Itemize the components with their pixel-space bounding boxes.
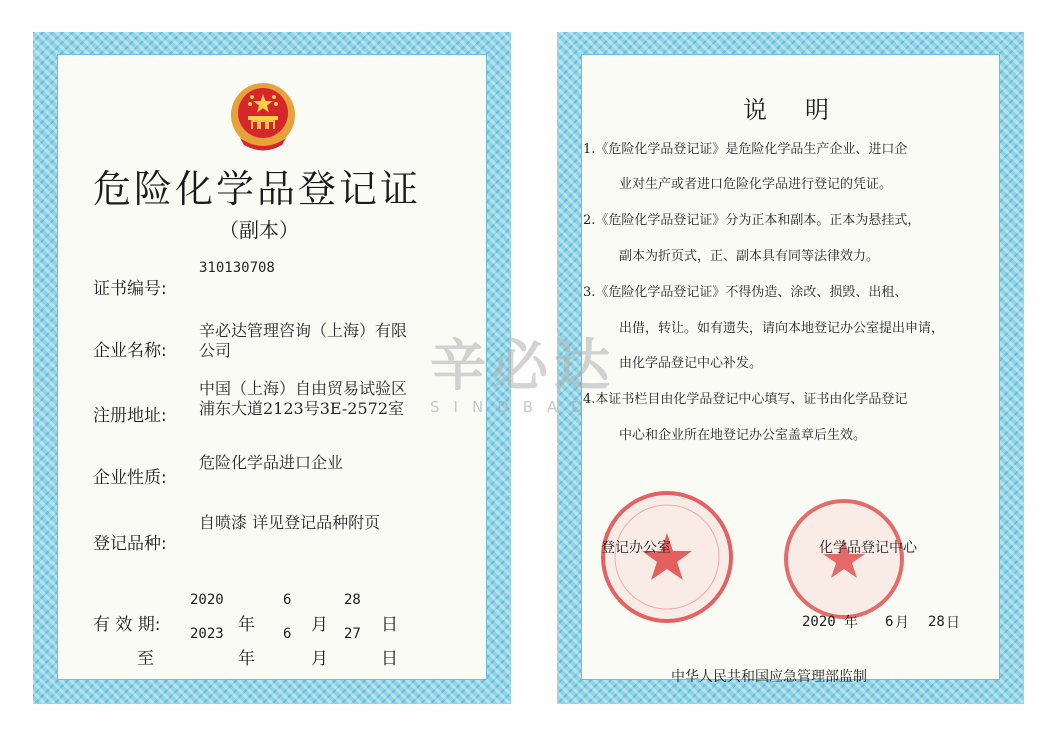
explanation-item-3-line1: 3.《危险化学品登记证》不得伪造、涂改、损毁、出租、: [583, 285, 908, 300]
valid-from-month: 6: [283, 592, 292, 608]
explanation-item-3-line2: 出借，转让。如有遗失，请向本地登记办公室提出申请，: [619, 321, 945, 336]
products-value: 自喷漆 详见登记品种附页: [199, 513, 381, 532]
issue-year-char: 年: [844, 615, 858, 631]
valid-from-day-char: 日: [381, 615, 398, 635]
registration-office-seal: [597, 487, 737, 627]
explanation-title: 说明: [743, 96, 867, 124]
explanation-item-2-line1: 2.《危险化学品登记证》分为正本和副本。正本为悬挂式，: [583, 213, 921, 228]
valid-to-year-char: 年: [238, 649, 255, 669]
explanation-item-2-line2: 副本为折页式，正、副本具有同等法律效力。: [619, 249, 880, 264]
company-value-line2: 公司: [199, 341, 232, 360]
company-value-line1: 辛必达管理咨询（上海）有限: [199, 321, 408, 340]
certificate-explanation-page: [557, 32, 1024, 704]
address-value-line1: 中国（上海）自由贸易试验区: [199, 379, 408, 398]
explanation-item-1-line1: 1.《危险化学品登记证》是危险化学品生产企业、进口企: [583, 142, 908, 157]
company-label: 企业名称:: [93, 341, 167, 361]
issue-day-char: 日: [946, 615, 960, 631]
products-label: 登记品种:: [93, 534, 167, 554]
address-value-line2: 浦东大道2123号3E-2572室: [199, 399, 405, 418]
issue-year: 2020: [802, 614, 836, 630]
address-label: 注册地址:: [93, 406, 167, 426]
issue-day: 28: [928, 614, 945, 630]
validity-label: 有 效 期:: [93, 615, 161, 635]
issue-month: 6: [885, 614, 894, 630]
registration-office-label: 登记办公室: [601, 540, 671, 556]
certificate-title: 危险化学品登记证: [93, 167, 422, 211]
watermark-cn: 辛必达: [430, 334, 616, 399]
validity-to-label: 至: [137, 649, 154, 669]
national-emblem-icon: [228, 82, 298, 154]
cert-no-label: 证书编号:: [93, 279, 167, 299]
explanation-item-4-line2: 中心和企业所在地登记办公室盖章后生效。: [619, 428, 867, 443]
explanation-item-3-line3: 由化学品登记中心补发。: [619, 356, 763, 371]
valid-to-month-char: 月: [311, 649, 328, 669]
valid-from-year: 2020: [190, 592, 224, 608]
valid-from-day: 28: [344, 592, 361, 608]
explanation-item-4-line1: 4.本证书栏目由化学品登记中心填写、证书由化学品登记: [583, 392, 908, 407]
cert-no-value: 310130708: [199, 260, 275, 276]
valid-to-day-char: 日: [381, 649, 398, 669]
valid-to-year: 2023: [190, 626, 224, 642]
chemical-registration-center-seal: [782, 497, 907, 622]
valid-to-day: 27: [344, 626, 361, 642]
issue-month-char: 月: [895, 615, 909, 631]
certificate-subtitle: （副本）: [219, 218, 299, 242]
valid-from-year-char: 年: [238, 615, 255, 635]
issuer-footer: 中华人民共和国应急管理部监制: [671, 669, 867, 685]
registration-center-label: 化学品登记中心: [819, 540, 917, 556]
nature-value: 危险化学品进口企业: [199, 453, 344, 472]
nature-label: 企业性质:: [93, 468, 167, 488]
valid-from-month-char: 月: [311, 615, 328, 635]
valid-to-month: 6: [283, 626, 292, 642]
explanation-item-1-line2: 业对生产或者进口危险化学品进行登记的凭证。: [619, 177, 893, 192]
watermark-en: SINDBAD: [430, 398, 597, 416]
